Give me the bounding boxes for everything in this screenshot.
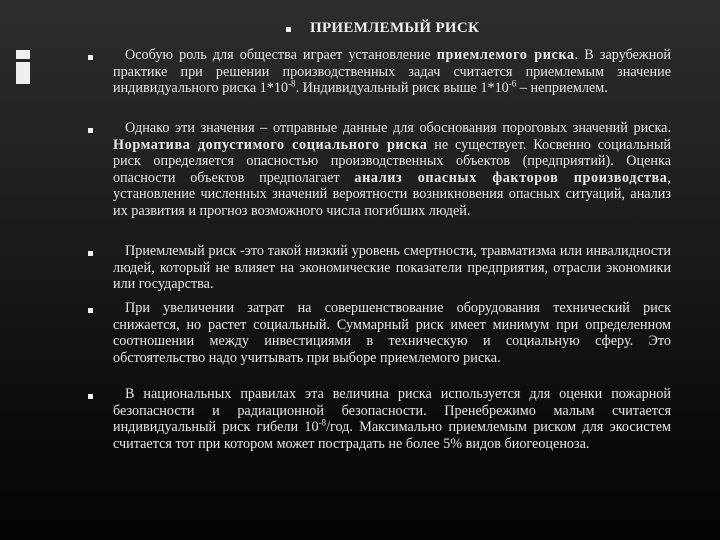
bullet-icon <box>88 128 93 133</box>
p5-text-b: /год. Максимально приемлемым риском для экосистем считается тот при котором может пострадать не более 5% видов биогеоценоза. <box>113 419 672 452</box>
paragraph-5 <box>113 386 671 452</box>
bullet-icon <box>88 394 93 399</box>
p5-exp: -8 <box>318 417 327 428</box>
p1-text-f: – неприемлем. <box>516 80 608 97</box>
p2-bold-2: анализ опасных факторов производства <box>354 169 668 186</box>
p2-text-a: Однако эти значения – отправные данные для обоснования пороговых значений риска. <box>125 120 671 136</box>
p1-exp-1: -8 <box>288 78 296 89</box>
p1-exp-2: -6 <box>508 78 517 89</box>
p1-bold: приемлемого риска <box>436 47 575 63</box>
paragraph-4: При увеличении затрат на совершенствование оборудования технический риск снижается, но растет социальный. Суммарный риск имеет минимум при определенном соотношении между инвестициями в техническую и социальную сферу. Это обстоятельство надо учитывать при выборе приемлемого риска. <box>113 300 671 366</box>
p2-text-e: , установление численных значений вероятности возникновения опасных ситуаций, анализ их развития и прогноз возможного числа погибших людей. <box>113 169 671 219</box>
p1-text-c: . В зарубежной практике при решении производственных задач считается приемлемым значение индивидуального риска 1*10 <box>113 47 672 97</box>
p1-text-d: . Индивидуальный риск выше 1*10 <box>295 80 509 97</box>
paragraph-2 <box>113 120 671 220</box>
bullet-icon <box>88 55 93 60</box>
slide-title: ПРИЕМЛЕМЫЙ РИСК <box>310 20 480 36</box>
paragraph-1 <box>113 47 671 97</box>
bullet-icon <box>88 251 93 256</box>
corner-decoration <box>16 50 30 90</box>
bullet-icon <box>286 27 291 32</box>
p2-text-c: не существует. Косвенно социальный риск определяется опасностью производственных объектов (предприятий). Оценка опасности объектов предполагает <box>113 136 671 186</box>
paragraph-3: Приемлемый риск -это такой низкий уровень смертности, травматизма или инвалидности людей, который не влияет на экономические показатели предприятия, отрасли экономики или государства. <box>113 243 671 293</box>
p2-bold-1: Норматива допустимого социального риска <box>113 136 428 153</box>
p5-text-a: В национальных правилах эта величина риска используется для оценки пожарной безопасности и радиационной безопасности. Пренебрежимо малым считается индивидуальный риск гибели 10 <box>113 386 671 436</box>
p1-text-a: Особую роль для общества играет установление <box>125 47 437 63</box>
bullet-icon <box>88 308 93 313</box>
